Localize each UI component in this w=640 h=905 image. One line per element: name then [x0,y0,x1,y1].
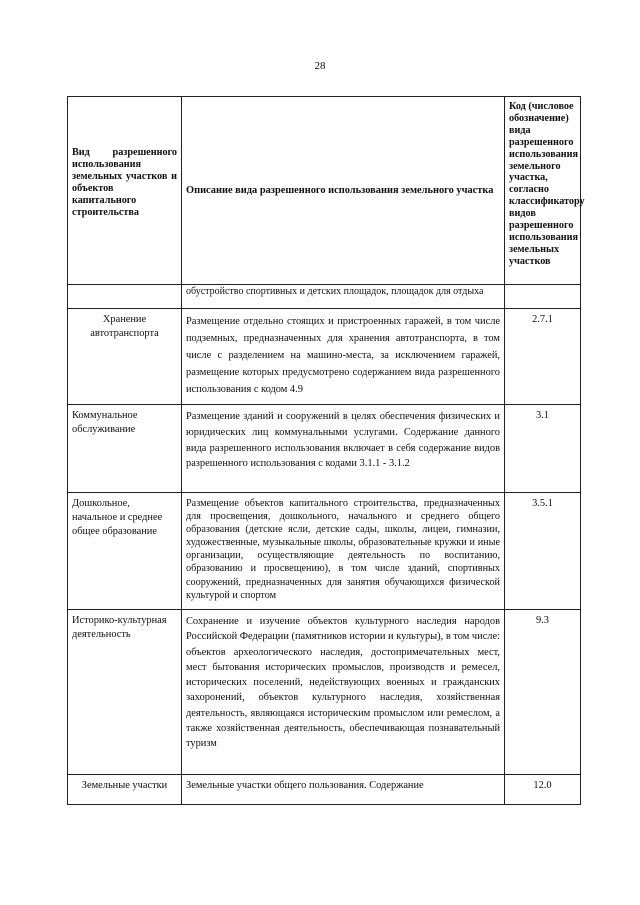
row-code: 2.7.1 [505,309,581,405]
row-type: Дошкольное, начальное и среднее общее образование [68,493,182,610]
row-type: Коммунальное обслуживание [68,405,182,493]
row-description: Земельные участки общего пользования. Содержание [182,775,505,805]
table-row [68,493,581,610]
table-row [68,309,581,405]
land-use-table [67,96,585,805]
continuation-code-cell [505,285,581,309]
row-code: 12.0 [505,775,581,805]
continuation-type-cell [68,285,182,309]
row-type: Земельные участки [68,775,182,805]
page-number: 28 [314,60,326,72]
row-code: 3.1 [505,405,581,493]
header-description: Описание вида разрешенного использования земельного участка [182,97,505,285]
row-description: Сохранение и изучение объектов культурного наследия народов Российской Федерации (памятников истории и культуры), в том числе: объектов археологического наследия, достопримечательных мест, мест бытования исторических промыслов, производств и ремесел, исторических поселений, недействующих военных и гражданских захоронений, объектов культурного наследия, хозяйственная деятельность, являющаяся историческим промыслом или ремеслом, а также хозяйственная деятельность, обеспечивающая познавательный туризм [182,610,505,775]
header-code: Код (числовое обозначение) вида разрешенного использования земельного участка, согласно классификатору видов разрешенного использования земельных участков [505,97,581,285]
header-type: Вид разрешенного использования земельных участков и объектов капитального строительства [68,97,182,285]
table-row [68,775,581,805]
table-row [68,610,581,775]
continuation-description: обустройство спортивных и детских площадок, площадок для отдыха [182,285,505,309]
row-code: 3.5.1 [505,493,581,610]
row-type: Историко-культурная деятельность [68,610,182,775]
row-description: Размещение объектов капитального строительства, предназначенных для просвещения, дошкольного, начального и среднего общего образования (детские ясли, детские сады, школы, лицеи, гимназии, художественные, музыкальные школы, образовательные кружки и иные организации, осуществляющие деятельность по воспитанию, образованию и просвещению), в том числе зданий, спортивных сооружений, предназначенных для занятия обучающихся физической культурой и спортом [182,493,505,610]
row-description: Размещение отдельно стоящих и пристроенных гаражей, в том числе подземных, предназначенных для хранения автотранспорта, в том числе с разделением на машино-места, за исключением гаражей, размещение которых предусмотрено содержанием вида разрешенного использования с кодом 4.9 [182,309,505,405]
table-row [68,405,581,493]
continuation-row [68,285,581,309]
row-type: Хранение автотранспорта [68,309,182,405]
row-code: 9.3 [505,610,581,775]
header-row [68,97,581,285]
row-description: Размещение зданий и сооружений в целях обеспечения физических и юридических лиц коммунальными услугами. Содержание данного вида разрешенного использования включает в себя содержание видов разрешенного использования с кодами 3.1.1 - 3.1.2 [182,405,505,493]
